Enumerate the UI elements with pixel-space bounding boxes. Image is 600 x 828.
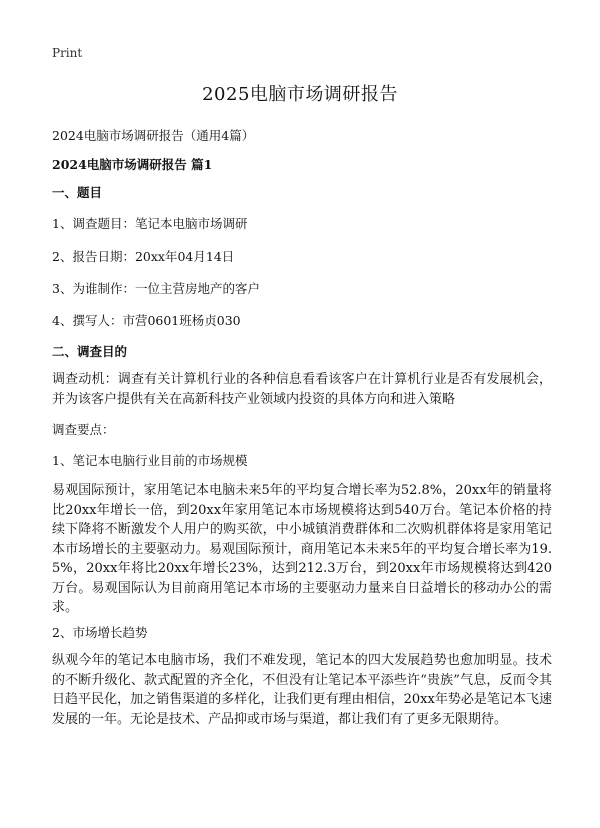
document-subtitle: 2024电脑市场调研报告（通用4篇）	[52, 128, 255, 143]
key-points-label: 调查要点：	[52, 422, 115, 437]
point2-paragraph: 纵观今年的笔记本电脑市场，我们不难发现，笔记本的四大发展趋势也愈加明显。技术的不断升级化、款式配置的齐全化，不但没有让笔记本平添些许“贵族”气息，反而令其日趋平民化，加之销售渠道的多样化，让我们更有理由相信，20xx年势必是笔记本飞速发展的一年。无论是技术、产品抑或市场与渠道，都让我们有了更多无限期待。	[52, 653, 552, 727]
chapter-heading: 2024电脑市场调研报告 篇1	[52, 157, 213, 172]
section-heading-purpose: 二、调查目的	[52, 344, 128, 359]
page-title: 2025电脑市场调研报告	[202, 84, 398, 105]
list-item-topic: 1、调查题目：笔记本电脑市场调研	[52, 216, 248, 231]
point1-heading: 1、笔记本电脑行业目前的市场规模	[52, 453, 248, 468]
section-heading-topic: 一、题目	[52, 185, 103, 200]
list-item-report-date: 2、报告日期：20xx年04月14日	[52, 249, 235, 264]
list-item-author: 4、撰写人：市营0601班杨贞030	[52, 313, 241, 328]
print-label: Print	[52, 46, 83, 60]
point2-heading: 2、市场增长趋势	[52, 625, 148, 640]
motive-paragraph: 调查动机：调查有关计算机行业的各种信息看看该客户在计算机行业是否有发展机会，并为该客户提供有关在高新科技产业领域内投资的具体方向和进入策略	[52, 372, 552, 407]
point1-paragraph: 易观国际预计，家用笔记本电脑未来5年的平均复合增长率为52.8%，20xx年的销量将比20xx年增长一倍，到20xx年家用笔记本市场规模将达到540万台。笔记本价格的持续下降将不断激发个人用户的购买欲，中小城镇消费群体和二次购机群体将是家用笔记本市场增长的主要驱动力。易观国际预计，商用笔记本未来5年的平均复合增长率为19.5%，20xx年将比20xx年增长23%，达到212.3万台，到20xx年市场规模将达到420万台。易观国际认为目前商用笔记本市场的主要驱动力量来自日益增长的移动办公的需求。	[52, 483, 552, 615]
list-item-client: 3、为谁制作：一位主营房地产的客户	[52, 281, 260, 296]
